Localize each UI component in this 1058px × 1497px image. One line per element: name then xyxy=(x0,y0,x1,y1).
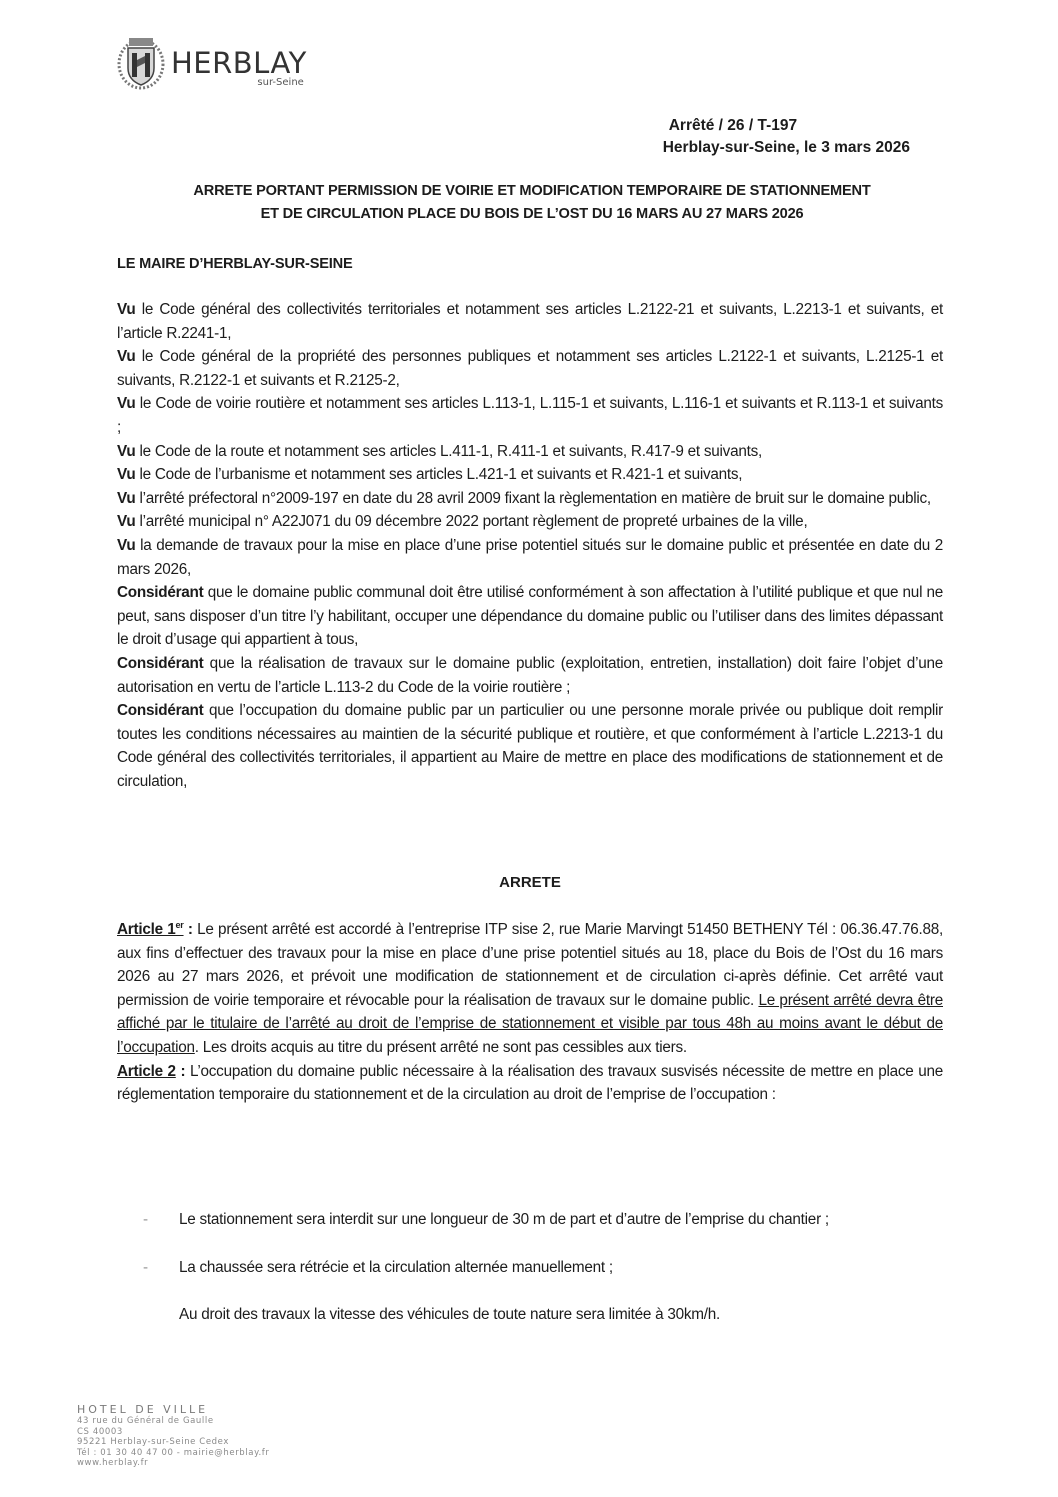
considerant-item xyxy=(117,345,943,392)
measure-item xyxy=(117,1256,943,1280)
document-title xyxy=(117,180,947,226)
considerants-section xyxy=(117,298,943,793)
footer-contact: Tél : 01 30 40 47 00 - mairie@herblay.fr xyxy=(77,1447,270,1458)
article-2-separator: : xyxy=(175,1062,190,1080)
footer-address-line-2: CS 40003 xyxy=(77,1426,123,1437)
article-2 xyxy=(117,1060,943,1107)
article-1-label-text: Article 1 xyxy=(117,921,176,938)
article-1-label-sup: er xyxy=(175,919,184,930)
considerant-text: que la réalisation de travaux sur le domaine public (exploitation, entretien, installation) doit faire l’objet d’une autorisation en vertu de l’article L.113-2 du Code de la voirie routière ; xyxy=(117,654,943,696)
considerant-item xyxy=(117,699,943,793)
decision-heading: ARRETE xyxy=(499,874,561,891)
considerant-lead: Considérant xyxy=(117,654,204,672)
article-2-text: L’occupation du domaine public nécessaire à la réalisation des travaux susvisés nécessite de mettre en place une réglementation temporaire du stationnement et de la circulation au droit de l’emprise de l’occupation : xyxy=(117,1062,943,1104)
considerant-lead: Vu xyxy=(117,466,136,484)
considerant-lead: Vu xyxy=(117,536,136,554)
considerant-text: le Code de la route et notamment ses articles L.411-1, R.411-1 et suivants, R.417-9 et suivants, xyxy=(135,442,762,460)
article-1-label xyxy=(117,921,184,938)
footer-address-line-1: 43 rue du Général de Gaulle xyxy=(77,1416,214,1426)
document-reference xyxy=(663,115,910,159)
considerant-item xyxy=(117,463,943,487)
article-1-text: Le présent arrêté est accordé à l’entreprise ITP sise 2, rue Marie Marvingt 51450 BETHENY Tél : 06.36.47.76.88, aux fins d’effectuer des travaux pour la mise en place d’une prise potentiel situés au 18, place du Bois de l’Ost du 16 mars 2026 au 27 mars 2026, et prévoit une modification de stationnement et de circulation ci-après définie. Cet arrêté vaut permission de voirie temporaire et révocable pour la réalisation de travaux sur le domaine public. xyxy=(117,921,943,1009)
measure-text: Le stationnement sera interdit sur une longueur de 30 m de part et d’autre de l’emprise du chantier ; xyxy=(179,1211,829,1228)
considerant-item xyxy=(117,534,943,581)
footer-address xyxy=(77,1404,270,1469)
article-1-separator: : xyxy=(183,921,198,938)
reference-number: Arrêté / 26 / T-197 xyxy=(668,117,798,134)
logo-name: HERBLAY xyxy=(171,46,307,80)
considerant-lead: Vu xyxy=(117,395,136,413)
article-2-label: Article 2 xyxy=(117,1062,176,1080)
coat-of-arms-icon xyxy=(117,36,165,90)
speed-limit-note: Au droit des travaux la vitesse des véhicules de toute nature sera limitée à 30km/h. xyxy=(179,1306,721,1324)
logo-subtitle: sur-Seine xyxy=(257,77,304,88)
considerant-item xyxy=(117,581,943,652)
considerant-text: le Code général des collectivités territoriales et notamment ses articles L.2122-21 et suivants, L.2213-1 et suivants, et l’article R.2241-1, xyxy=(117,301,943,342)
considerant-item xyxy=(117,487,943,511)
footer-website: www.herblay.fr xyxy=(77,1458,149,1468)
measure-text: La chaussée sera rétrécie et la circulation alternée manuellement ; xyxy=(179,1258,613,1276)
bullet-dash-icon: - xyxy=(143,1258,148,1276)
considerant-lead: Considérant xyxy=(117,702,204,720)
title-line-2: ET DE CIRCULATION PLACE DU BOIS DE L’OST DU 16 MARS AU 27 MARS 2026 xyxy=(260,206,804,222)
considerant-item xyxy=(117,440,943,464)
considerant-lead: Vu xyxy=(117,513,136,531)
considerant-item xyxy=(117,298,943,345)
considerant-item xyxy=(117,392,943,439)
footer-title: HOTEL DE VILLE xyxy=(77,1403,209,1416)
considerant-text: que l’occupation du domaine public par un particulier ou une personne morale privée ou publique doit remplir toutes les conditions nécessaires au maintien de la sécurité publique et routière, et que conformément à l’article L.2213-1 du Code général des collectivités territoriales, il appartient au Maire de mettre en place des modifications de stationnement et de circulation, xyxy=(117,702,943,790)
footer-address-line-3: 95221 Herblay-sur-Seine Cedex xyxy=(77,1437,229,1447)
considerant-text: que le domaine public communal doit être utilisé conformément à son affectation à l’utilité publique et que nul ne peut, sans disposer d’un titre l’y habilitant, occuper une dépendance du domaine public ou l’utiliser dans des limites dépassant le droit d’usage qui appartient à tous, xyxy=(117,584,943,649)
considerant-lead: Vu xyxy=(117,348,136,366)
considerant-text: le Code général de la propriété des personnes publiques et notamment ses articles L.2122-1 et suivants, L.2125-1 et suivants, R.2122-1 et suivants et R.2125-2, xyxy=(117,348,943,389)
considerant-text: la demande de travaux pour la mise en place d’une prise potentiel situés sur le domaine public et présentée en date du 2 mars 2026, xyxy=(117,536,943,578)
considerant-text: l’arrêté municipal n° A22J071 du 09 décembre 2022 portant règlement de propreté urbaines de la ville, xyxy=(135,513,808,531)
considerant-lead: Vu xyxy=(117,301,136,318)
measures-list xyxy=(117,1208,943,1327)
article-1 xyxy=(117,918,943,1060)
considerant-text: l’arrêté préfectoral n°2009-197 en date du 28 avril 2009 fixant la règlementation en matière de bruit sur le domaine public, xyxy=(135,489,931,507)
article-1-posting-requirement: Le présent arrêté devra être affiché par le titulaire de l’arrêté au droit de l’emprise de stationnement et visible par tous 48h au moins avant le début de l’occupation xyxy=(117,991,943,1056)
articles-section xyxy=(117,918,943,1107)
place-and-date: Herblay-sur-Seine, le 3 mars 2026 xyxy=(662,139,910,156)
herblay-logo xyxy=(117,36,307,90)
considerant-text: le Code de l’urbanisme et notamment ses articles L.421-1 et suivants et R.421-1 et suivants, xyxy=(135,466,743,484)
measure-item xyxy=(117,1208,943,1232)
considerant-lead: Vu xyxy=(117,489,136,507)
considerant-lead: Considérant xyxy=(117,584,204,602)
considerant-item xyxy=(117,510,943,534)
considerant-text: le Code de voirie routière et notamment ses articles L.113-1, L.115-1 et suivants, L.116-1 et suivants et R.113-1 et suivants ; xyxy=(117,395,943,436)
authority-heading: LE MAIRE D’HERBLAY-SUR-SEINE xyxy=(117,256,353,272)
bullet-dash-icon: - xyxy=(143,1211,148,1228)
title-line-1: ARRETE PORTANT PERMISSION DE VOIRIE ET MODIFICATION TEMPORAIRE DE STATIONNEMENT xyxy=(193,183,871,199)
article-1-tail: . Les droits acquis au titre du présent arrêté ne sont pas cessibles aux tiers. xyxy=(194,1038,687,1056)
considerant-lead: Vu xyxy=(117,442,136,460)
considerant-item xyxy=(117,652,943,699)
